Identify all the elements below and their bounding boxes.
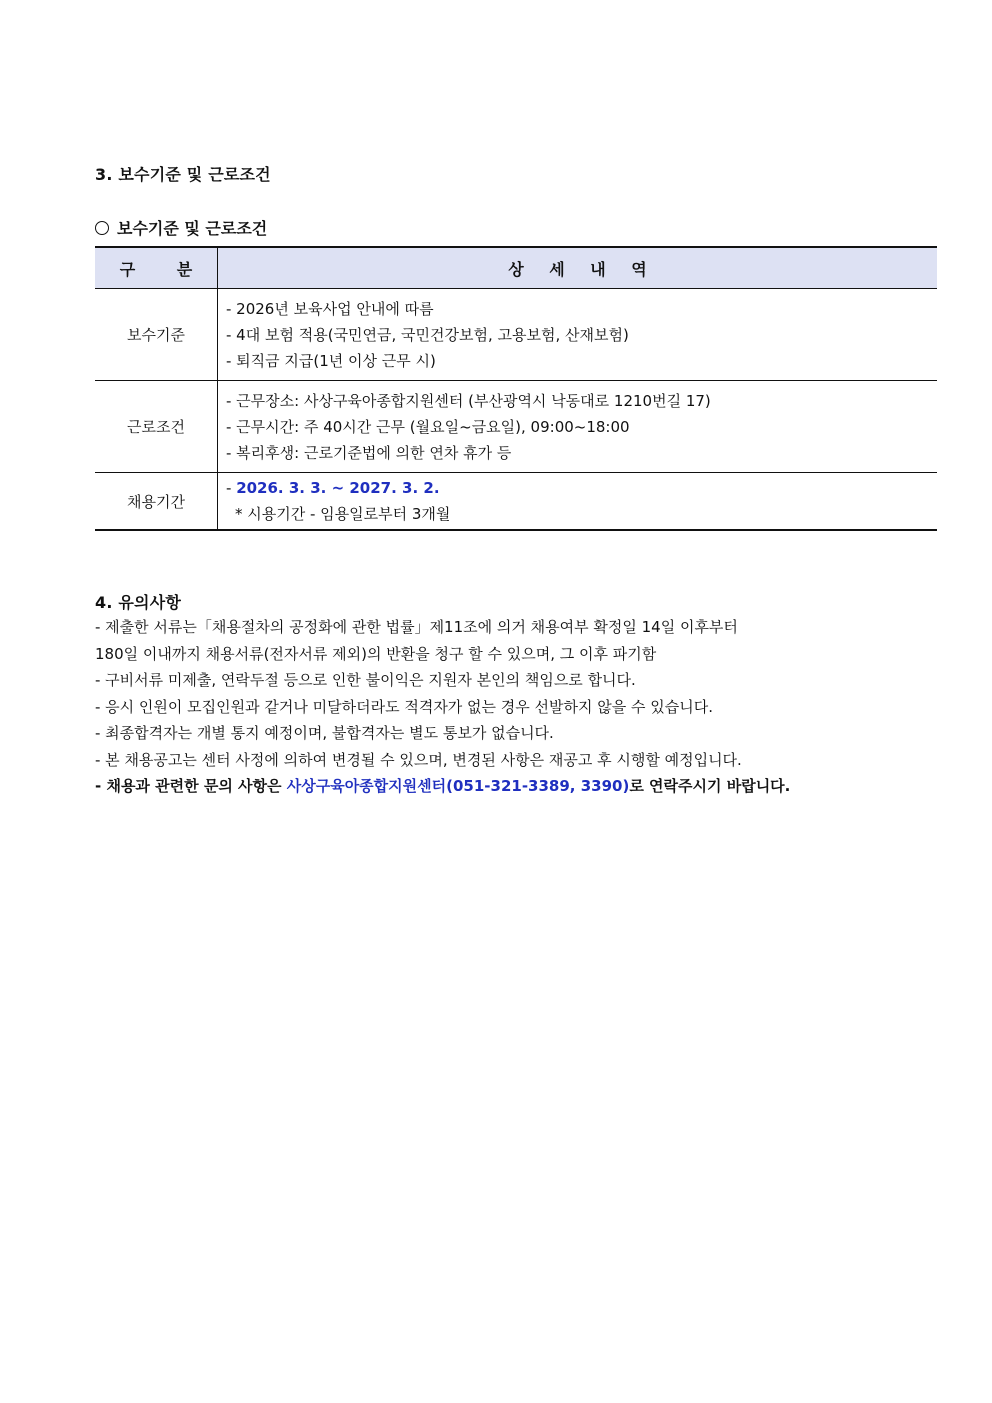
- section-4-title: 4. 유의사항: [95, 593, 182, 612]
- period-line: [226, 475, 937, 501]
- detail-line: - 4대 보험 적용(국민연금, 국민건강보험, 고용보험, 산재보험): [226, 325, 629, 344]
- circle-bullet-icon: [95, 221, 109, 235]
- conditions-table: [95, 246, 937, 531]
- row-label-pay: 보수기준: [95, 289, 218, 381]
- note-line: - 제출한 서류는「채용절차의 공정화에 관한 법률」제11조에 의거 채용여부 확정일 14일 이후부터: [95, 618, 738, 636]
- note-line: - 본 채용공고는 센터 사정에 의하여 변경될 수 있으며, 변경된 사항은 재공고 후 시행할 예정입니다.: [95, 750, 742, 769]
- contact-suffix: 로 연락주시기 바랍니다.: [629, 777, 791, 795]
- subsection-title: [95, 216, 267, 239]
- contact-prefix: - 채용과 관련한 문의 사항은: [95, 777, 287, 795]
- note-line: - 구비서류 미제출, 연락두절 등으로 인한 불이익은 지원자 본인의 책임으로 합니다.: [95, 671, 636, 689]
- table-header-row: [95, 247, 937, 289]
- detail-line: - 2026년 보육사업 안내에 따름: [226, 299, 434, 318]
- row-details-work: [218, 381, 938, 473]
- detail-line: - 퇴직금 지급(1년 이상 근무 시): [226, 351, 436, 370]
- row-details-period: [218, 473, 938, 531]
- detail-line: - 근무시간: 주 40시간 근무 (월요일~금요일), 09:00~18:00: [226, 417, 630, 436]
- detail-line: - 복리후생: 근로기준법에 의한 연차 휴가 등: [226, 443, 512, 462]
- header-details: 상 세 내 역: [218, 247, 938, 289]
- note-line: - 응시 인원이 모집인원과 같거나 미달하더라도 적격자가 없는 경우 선발하지 않을 수 있습니다.: [95, 697, 714, 716]
- contact-center: 사상구육아종합지원센터(051-321-3389, 3390): [286, 777, 630, 795]
- subsection-title-text: 보수기준 및 근로조건: [117, 219, 268, 238]
- row-label-work: 근로조건: [95, 381, 218, 473]
- section-3-title: 3. 보수기준 및 근로조건: [95, 165, 271, 184]
- table-row-pay: [95, 289, 937, 381]
- notes-list: [95, 614, 905, 800]
- row-details-pay: [218, 289, 938, 381]
- note-line: - 최종합격자는 개별 통지 예정이며, 불합격자는 별도 통보가 없습니다.: [95, 724, 554, 742]
- row-label-period: 채용기간: [95, 473, 218, 531]
- header-category: 구 분: [95, 247, 218, 289]
- probation-line: * 시용기간 - 임용일로부터 3개월: [235, 505, 451, 523]
- table-row-period: [95, 473, 937, 531]
- detail-line: - 근무장소: 사상구육아종합지원센터 (부산광역시 낙동대로 1210번길 17): [226, 391, 711, 410]
- period-prefix: -: [226, 479, 237, 497]
- employment-period: 2026. 3. 3. ~ 2027. 3. 2.: [236, 479, 440, 497]
- note-line: 180일 이내까지 채용서류(전자서류 제외)의 반환을 청구 할 수 있으며, 그 이후 파기함: [95, 644, 657, 663]
- table-row-work: [95, 381, 937, 473]
- contact-line: [95, 773, 905, 800]
